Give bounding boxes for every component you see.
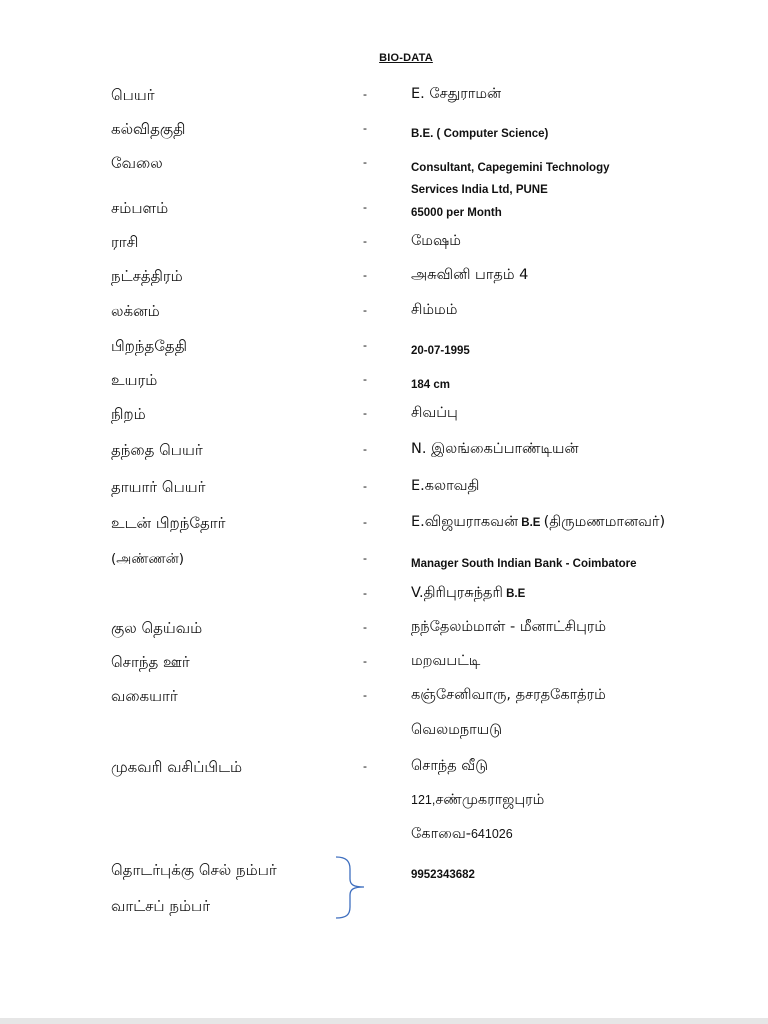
row-height [0,371,768,399]
sibling2-value [411,585,525,603]
rasi-label: ராசி [111,233,139,251]
row-phone [0,861,768,889]
separator: - [363,87,367,101]
star-label: நட்சத்திரம் [111,267,183,285]
mother-label: தாயார் பெயர் [111,478,206,496]
bottom-divider [0,1018,768,1024]
phone-value: 9952343682 [411,869,475,881]
row-salary [0,199,768,227]
row-whatsapp [0,897,768,925]
address-pincode: 641026 [470,827,513,841]
row-job [0,154,768,196]
row-deity [0,619,768,647]
clan-label: வகையார் [111,687,178,705]
separator: - [363,268,367,282]
separator: - [363,551,367,565]
job-value-line1: Consultant, Capegemini Technology [411,162,610,174]
row-father [0,441,768,469]
sibling-name: E.விஜயராகவன் [411,514,519,530]
separator: - [363,479,367,493]
name-value: E. சேதுராமன் [411,86,502,102]
complexion-value: சிவப்பு [411,405,458,421]
separator: - [363,759,367,773]
separator: - [363,372,367,386]
separator: - [363,155,367,169]
father-value: N. இலங்கைப்பாண்டியன் [411,441,579,457]
education-value: B.E. ( Computer Science) [411,128,549,140]
address-city: கோவை- [411,826,471,842]
job-value-line2: Services India Ltd, PUNE [411,184,548,196]
separator: - [363,688,367,702]
separator: - [363,442,367,456]
job-label: வேலை [111,154,163,172]
separator: - [363,654,367,668]
separator: - [363,515,367,529]
sibling-role-label: (அண்ணன்) [111,551,184,567]
curly-brace-icon [330,855,370,920]
row-dob [0,337,768,365]
row-sibling-role [0,550,768,578]
separator: - [363,338,367,352]
separator: - [363,303,367,317]
name-label: பெயர் [111,86,155,104]
lagnam-value: சிம்மம் [411,302,458,318]
row-education [0,120,768,148]
native-value: மறவபட்டி [411,653,481,669]
separator: - [363,200,367,214]
address-label: முகவரி வசிப்பிடம் [111,758,243,776]
row-mother [0,478,768,506]
height-value: 184 cm [411,379,451,391]
separator: - [363,121,367,135]
star-value: அசுவினி பாதம் 4 [411,267,529,283]
separator: - [363,620,367,634]
row-sibling [0,514,768,542]
sibling2-degree: B.E [502,588,526,600]
deity-label: குல தெய்வம் [111,619,203,637]
sibling2-name: V.திரிபுரசுந்தரி [411,585,503,601]
row-sibling2 [0,585,768,613]
row-complexion [0,405,768,433]
salary-value: 65000 per Month [411,207,502,219]
row-native [0,653,768,681]
salary-label: சம்பளம் [111,199,169,217]
separator: - [363,406,367,420]
lagnam-label: லக்னம் [111,302,160,320]
complexion-label: நிறம் [111,405,146,423]
separator: - [363,586,367,600]
father-label: தந்தை பெயர் [111,441,203,459]
height-label: உயரம் [111,371,158,389]
clan-value-line1: கஞ்சேனிவாரு, தசரதகோத்ரம் [411,687,606,703]
row-name [0,86,768,114]
row-star [0,267,768,295]
sibling-status: (திருமணமானவர்) [543,514,666,530]
address-line1: சொந்த வீடு [411,758,489,774]
deity-value: நந்தேலம்மாள் - மீனாட்சிபுரம் [411,619,607,635]
dob-label: பிறந்ததேதி [111,337,187,355]
page-title: BIO-DATA [379,52,433,64]
row-address [0,758,768,842]
whatsapp-label: வாட்சப் நம்பர் [111,897,211,915]
row-lagnam [0,302,768,330]
sibling-role-value: Manager South Indian Bank - Coimbatore [411,558,637,570]
address-line2 [411,792,544,810]
mother-value: E.கலாவதி [411,478,480,494]
sibling-label: உடன் பிறந்தோர் [111,514,226,532]
rasi-value: மேஷம் [411,233,461,249]
row-rasi [0,233,768,261]
dob-value: 20-07-1995 [411,345,470,357]
separator: - [363,234,367,248]
clan-value-line2: வெலமநாயடு [411,722,503,738]
sibling-value [411,514,665,532]
education-label: கல்விதகுதி [111,120,186,138]
address-door-number: 121, [411,793,436,807]
phone-label: தொடர்புக்கு செல் நம்பர் [111,861,277,879]
address-line3 [411,826,513,844]
sibling-degree: B.E [518,517,544,529]
address-area: சண்முகராஜபுரம் [435,792,545,808]
native-label: சொந்த ஊர் [111,653,190,671]
row-clan [0,687,768,738]
